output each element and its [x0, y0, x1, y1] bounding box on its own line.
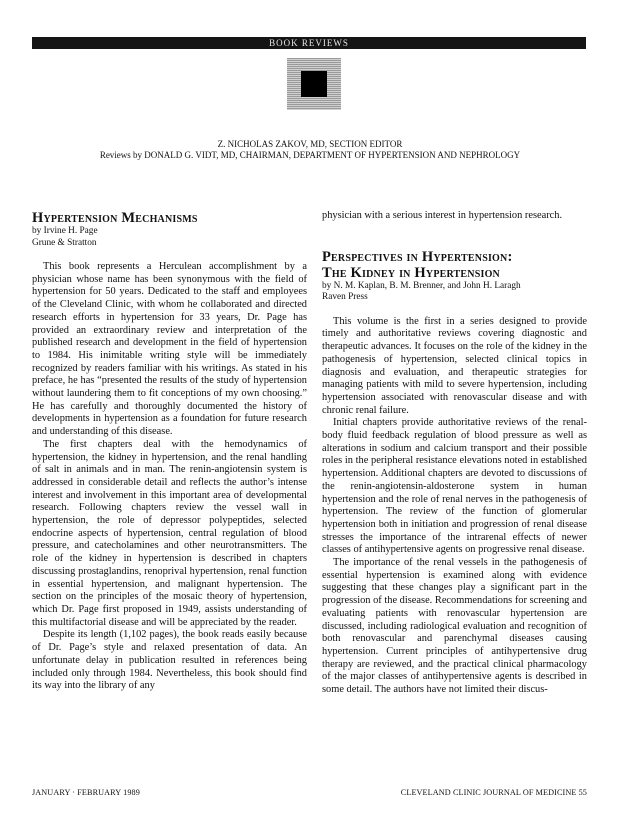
review2-paragraph: Initial chapters provide authoritative reviews of the renal-body fluid feedback regulation of blood pressure as well as alterations in sodium and calcium transport and their possible roles in the peripheral resistance elevations noted in established hypertension. Additional chapters are devoted to discussions of the renin-angiotensin-aldosterone system in human hypertension and the role of renal nerves in the pathogenesis of hypertension. The review of the function of glomerular hypertension both in initiation and progression of renal disease stresses the importance of the intrarenal effects of newer classes of antihypertensive agents on progressive renal disease. [322, 417, 587, 556]
right-column [322, 210, 587, 697]
review2-title-line1: Perspectives in Hypertension: [322, 248, 513, 265]
review2-paragraph: The importance of the renal vessels in the pathogenesis of essential hypertension is examined along with evidence suggesting that these changes play a significant part in the progression of the disease. Recommendations for screening and evaluating patients with renovascular hypertension are discussed, including radiological evaluation and recognition of both renovascular and parenchymal diseases causing hypertension. Current principles of antihypertensive drug therapy are reviewed, and the practical clinical pharmacology of the major classes of antihypertensive agents is described in some detail. The authors have not limited their discus- [322, 557, 587, 696]
footer-date: JANUARY · FEBRUARY 1989 [32, 788, 140, 797]
review2-publisher: Raven Press [322, 292, 368, 303]
review1-author: by Irvine H. Page [32, 226, 98, 236]
review1-paragraph: This book represents a Herculean accomplishment by a physician whose name has been synonymous with the field of hypertension for 50 years. Dedicated to the staff and employees of the Cleveland Clinic, with whom he collaborated and directed research efforts in hypertension for 33 years, Dr. Page has provided an extraordinary review and interpretation of the published research and development in the field of hypertension to 1984. His inimitable writing style will be immediately recognized by readers familiar with his writings. As stated in his preface, he has “presented the results of the study of hypertension without laundering them to fit conceptions of my own choosing.” He has carefully and thoroughly documented the history of developments in hypertension as a foundation for future research and understanding of this disease. [32, 261, 307, 438]
review1-continuation: physician with a serious interest in hypertension research. [322, 210, 563, 221]
review1-title: Hypertension Mechanisms [32, 210, 198, 226]
review2-paragraph: This volume is the first in a series designed to provide timely and authoritative reviews covering diagnostic and therapeutic advances. It focuses on the role of the kidney in the pathogenesis of hypertension, selected clinical topics in diagnosis and evaluation, and therapeutic strategies for managing patients with mild to severe hypertension, including hypertension associated with renovascular disease and with chronic renal failure. [322, 315, 587, 416]
review1-paragraph: The first chapters deal with the hemodynamics of hypertension, the kidney in hypertension, and the renal handling of salt in animals and in man. The renin-angiotensin system is addressed in considerable detail and reflects the author’s intense interest and involvement in this important area of developmental research. Following chapters review the vessel wall in hypertension, the role of depressor polypeptides, selected endocrine aspects of hypertension, central regulation of blood pressure, and catecholamines and other neurotransmitters. The role of the kidney in hypertension is described in chapters discussing prostaglandins, renoprival hypertension, renal function in essential hypertension, and malignant hypertension. The section on the principles of the mosaic theory of hypertension, which Dr. Page first proposed in 1949, assists understanding of this multifactorial disease and will be appreciated by the reader. [32, 438, 307, 628]
footer-journal-page: CLEVELAND CLINIC JOURNAL OF MEDICINE 55 [400, 788, 587, 797]
section-editor-line: Z. NICHOLAS ZAKOV, MD, SECTION EDITOR [217, 139, 403, 149]
journal-logo [287, 58, 341, 110]
review2-author: by N. M. Kaplan, B. M. Brenner, and John H. Laragh [322, 280, 521, 291]
section-banner [32, 37, 586, 49]
section-banner-text: BOOK REVIEWS [269, 38, 349, 48]
review1-paragraph: Despite its length (1,102 pages), the book reads easily because of Dr. Page’s style and relaxed presentation of data. An unfortunate delay in publication resulted in references being included only through 1984. Nevertheless, this book should find its way into the library of any [32, 629, 307, 692]
review2-title-line2: The Kidney in Hypertension [322, 264, 500, 281]
left-column [32, 210, 307, 693]
reviewer-line: Reviews by DONALD G. VIDT, MD, CHAIRMAN, DEPARTMENT OF HYPERTENSION AND NEPHROLOGY [99, 150, 521, 160]
review1-publisher: Grune & Stratton [32, 237, 97, 248]
journal-logo-square [301, 71, 327, 97]
